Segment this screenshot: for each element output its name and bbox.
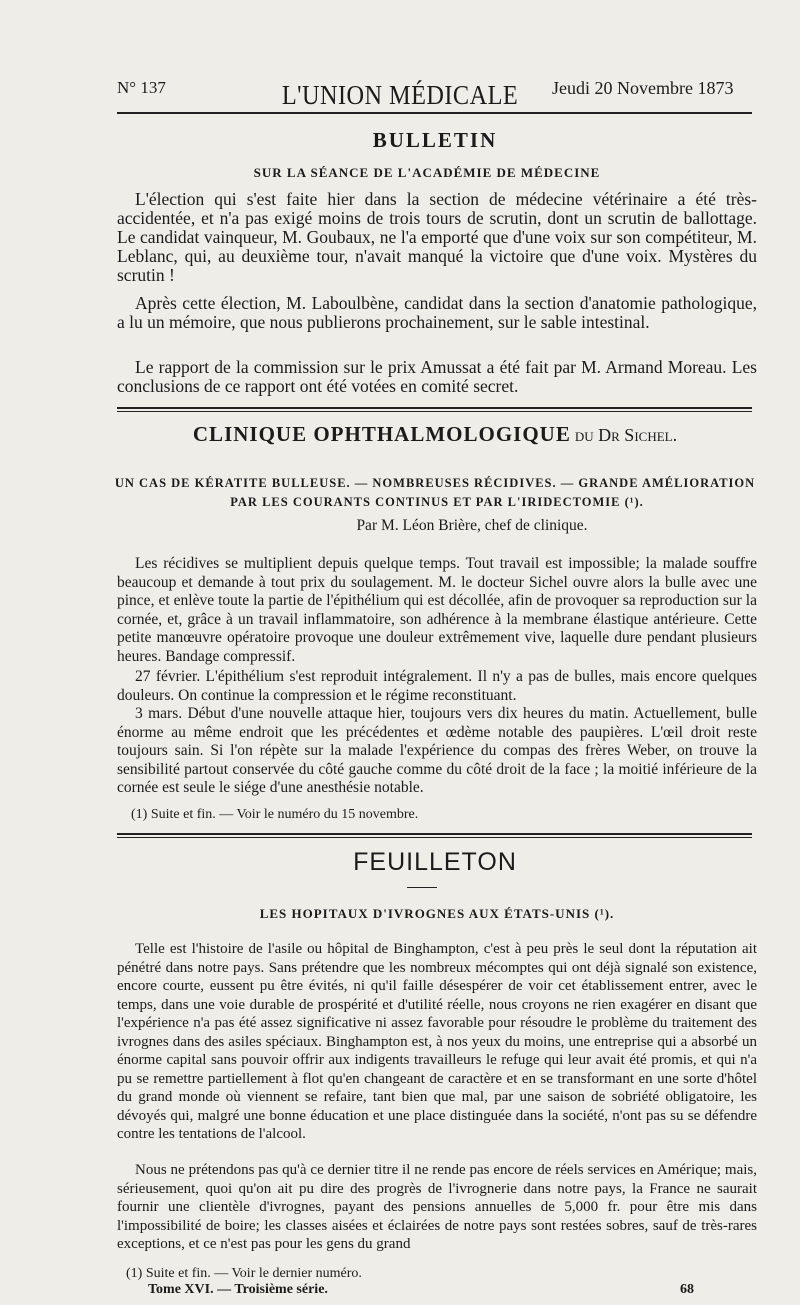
issue-date: Jeudi 20 Novembre 1873 [552, 78, 734, 98]
bulletin-paragraph: Après cette élection, M. Laboulbène, candidat dans la section d'anatomie pathologique, a lu un mémoire, que nous publierons prochainement, sur le sable intestinal. [117, 293, 757, 332]
journal-title: L'UNION MÉDICALE [281, 80, 519, 110]
title-dash [407, 887, 437, 888]
feuilleton-paragraph: Nous ne prétendons pas qu'à ce dernier titre il ne rende pas encore de réels services en Amérique; mais, sérieusement, quoi qu'on ait pu dire des progrès de l'ivrognerie dans notre pays, la France ne saurait fournir une clientèle d'ivrognes, payant des pensions annuelles de 5,000 fr. pour être mis dans l'impossibilité de boire; les classes aisées et éclairées de notre pays sont restées sobres, sauf de très-rares exceptions, et ce n'est pas pour les gens du grand [117, 1162, 757, 1252]
header-rule [117, 112, 752, 114]
clinique-heading [0, 422, 800, 447]
feuilleton-footnote: (1) Suite et fin. — Voir le dernier numéro. [126, 1266, 362, 1281]
page-number: 68 [680, 1282, 694, 1297]
volume-info: Tome XVI. — Troisième série. [148, 1282, 328, 1297]
bulletin-paragraph: Le rapport de la commission sur le prix Amussat a été fait par M. Armand Moreau. Les conclusions de ce rapport ont été votées en comité secret. [117, 357, 757, 396]
section-rule [117, 833, 752, 835]
clinique-paragraph: Les récidives se multiplient depuis quelque temps. Tout travail est impossible; la malade souffre beaucoup et demande à tout prix du soulagement. M. le docteur Sichel ouvre alors la bulle avec une pince, et enlève toute la partie de l'épithélium qui est décollée, afin de provoquer sa reproduction sur la cornée, et, grâce à un travail inflammatoire, son adhérence à la membrane élastique antérieure. Cette petite manœuvre opératoire provoque une douleur extrêmement vive, laquelle dure pendant plusieurs heures. Bandage compressif. [117, 555, 757, 665]
case-title-line-1: UN CAS DE KÉRATITE BULLEUSE. — NOMBREUSES RÉCIDIVES. — GRANDE AMÉLIORATION [114, 476, 756, 490]
bulletin-subtitle: SUR LA SÉANCE DE L'ACADÉMIE DE MÉDECINE [253, 165, 601, 180]
issue-number: N° 137 [117, 78, 166, 97]
bulletin-paragraph: L'élection qui s'est faite hier dans la section de médecine vétérinaire a été très-accidentée, et n'a pas exigé moins de trois tours de scrutin, dont un scrutin de ballottage. Le candidat vainqueur, M. Goubaux, ne l'a emporté que d'une voix sur son compétiteur, M. Leblanc, qui, au deuxième tour, n'avait manqué la victoire que d'une voix. Mystères du scrutin ! [117, 189, 757, 285]
case-author: Par M. Léon Brière, chef de clinique. [356, 517, 588, 534]
feuilleton-subtitle: LES HOPITAUX D'IVROGNES AUX ÉTATS-UNIS (¹). [259, 906, 615, 921]
section-rule [117, 837, 752, 838]
clinique-paragraph: 27 février. L'épithélium s'est reproduit intégralement. Il n'y a pas de bulles, mais encore quelques douleurs. On continue la compression et le régime reconstituant. [117, 668, 757, 704]
section-rule [117, 411, 752, 412]
bulletin-title: BULLETIN [372, 128, 498, 152]
clinique-paragraph: 3 mars. Début d'une nouvelle attaque hier, toujours vers dix heures du matin. Actuellement, bulle énorme au même endroit que les précédentes et œdème notable des paupières. L'œil droit reste toujours sain. Si l'on répète sur la malade l'expérience du compas des frères Weber, on trouve la sensibilité partout conservée du côté gauche comme du côté droit de la face ; la moitié inférieure de la cornée est seule le siége d'une anesthésie notable. [117, 705, 757, 797]
case-title-line-2: PAR LES COURANTS CONTINUS ET PAR L'IRIDECTOMIE (¹). [230, 495, 644, 509]
section-rule [117, 407, 752, 409]
feuilleton-paragraph: Telle est l'histoire de l'asile ou hôpital de Binghampton, c'est à peu près le seul dont la réputation ait pénétré dans notre pays. Sans prétendre que les nombreux mécomptes qui ont déjà signalé son existence, encore courte, eussent pu être évités, ni qu'il faille désespérer de voir cet établissement entrer, avec le temps, dans une voie durable de prospérité et d'utilité réelle, nous croyons ne rien exagérer en disant que l'expérience n'a pas été assez significative ni assez favorable pour résoudre le problème du traitement des ivrognes dans des asiles spéciaux. Binghampton est, à nos yeux du moins, une entreprise qui a absorbé un énorme capital sans pouvoir offrir aux indigents travailleurs le refuge qui leur avait été promis, et qui n'a pu se remettre partiellement à flot qu'en changeant de caractère et en se transformant en une sorte d'hôtel du grand monde où viennent se refaire, tant bien que mal, par une saison de sobriété obligatoire, les dévoyés qui, malgré une bonne éducation et une place distinguée dans la société, n'ont pas su se défendre contre les tentations de l'alcool. [117, 941, 757, 1142]
feuilleton-title: FEUILLETON [353, 848, 517, 876]
clinique-footnote: (1) Suite et fin. — Voir le numéro du 15 novembre. [131, 807, 419, 822]
clinique-title: CLINIQUE OPHTHALMOLOGIQUE [192, 422, 571, 446]
clinique-title-suffix: du Dr Sichel. [574, 425, 678, 445]
